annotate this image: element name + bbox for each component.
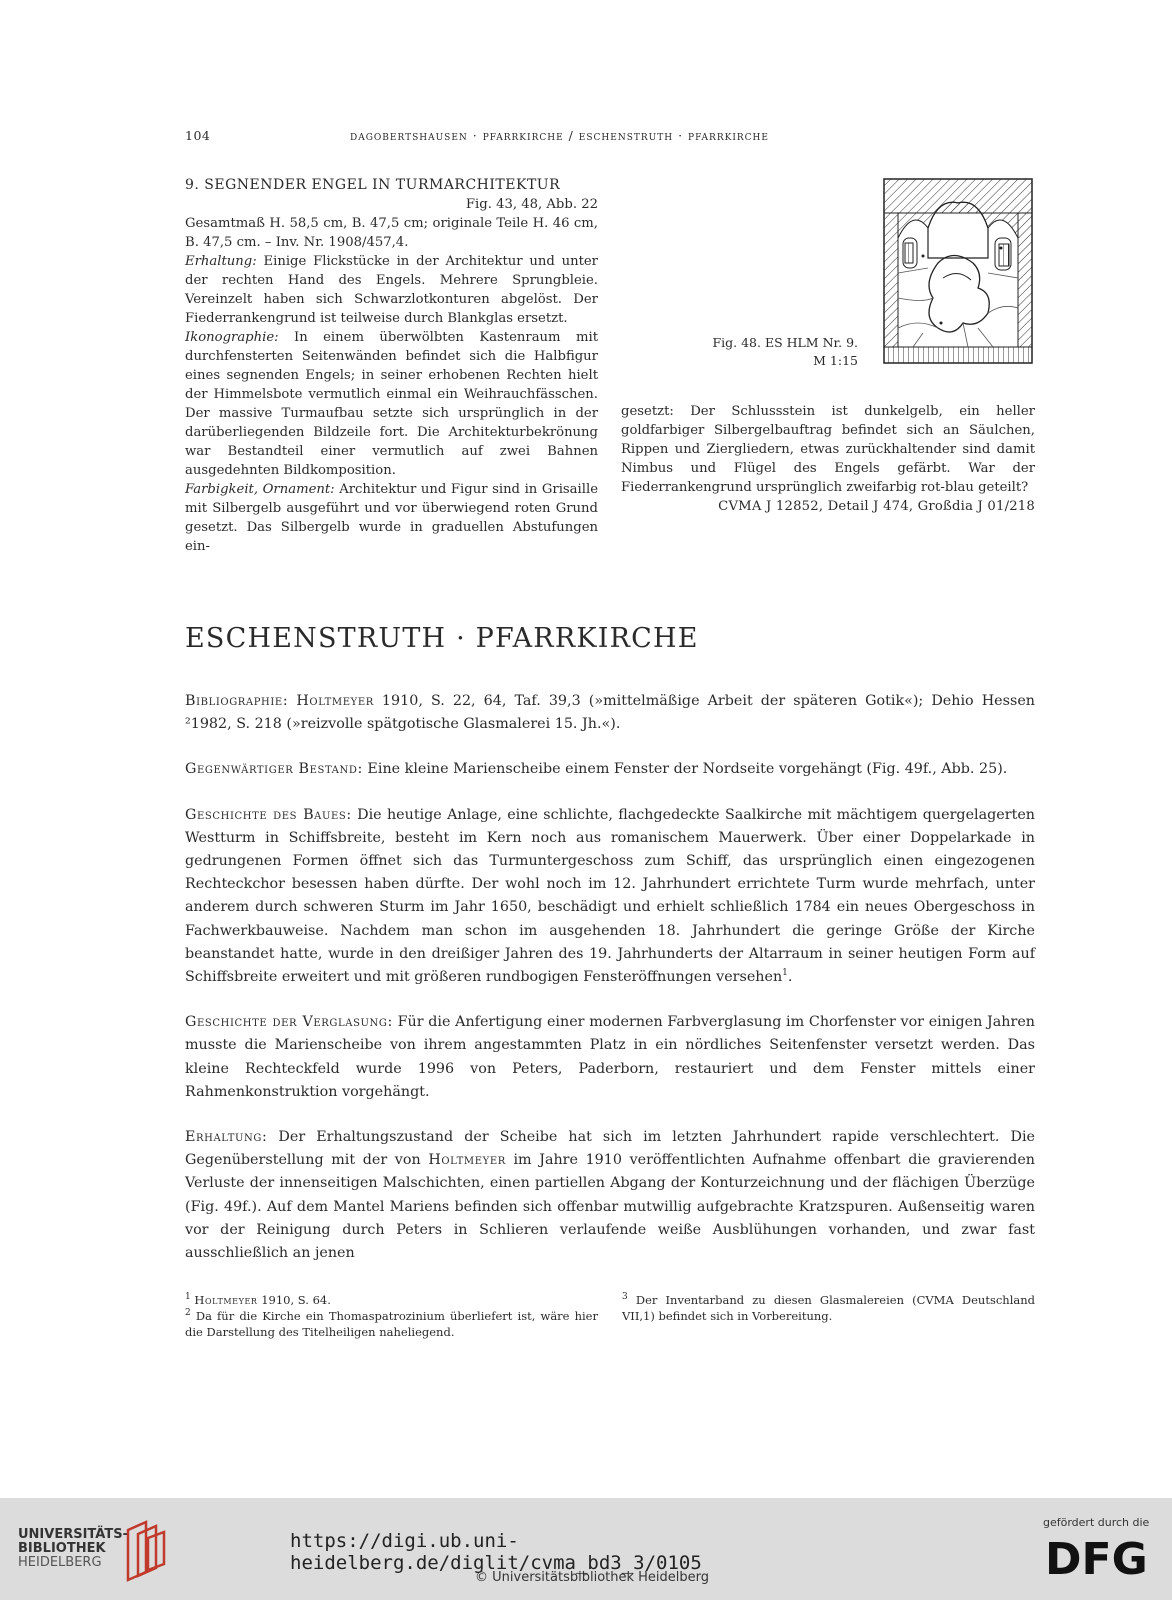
university-library-logo-icon[interactable] (118, 1520, 168, 1582)
ikonographie-label: Ikonographie: (185, 330, 279, 345)
footnotes-right (622, 1292, 1035, 1324)
running-title: dagobertshausen · pfarrkirche / eschenstruth · pfarrkirche (350, 128, 769, 143)
entry-dimensions: Gesamtmaß H. 58,5 cm, B. 47,5 cm; originale Teile H. 46 cm, B. 47,5 cm. – Inv. Nr. 1908/457,4. (185, 216, 598, 250)
entry-farbigkeit: Farbigkeit, Ornament: Architektur und Figur sind in Grisaille mit Silbergelb ausgeführt und vor überwiegend roten Grund gesetzt. Das Silbergelb wurde in graduellen Abstufungen ein- (185, 482, 599, 554)
entry-ikonographie: Ikonographie: In einem überwölbten Kastenraum mit durchfensterten Seitenwänden befindet sich die Halbfigur eines segnenden Engels; in seiner erhobenen Rechten hielt der Himmelsbote vermutlich einmal ein Weihrauchfässchen. Der massive Turmaufbau setzte sich ursprünglich in der darüberliegenden Bildzeile fort. Die Architekturbekrönung war Bestandteil einer vermutlich auf zwei Bahnen ausgedehnten Bildkomposition. (185, 330, 598, 478)
footnotes-left (185, 1292, 598, 1340)
dfg-logo-icon[interactable] (1043, 1534, 1153, 1580)
figure-caption (690, 334, 858, 370)
figure-caption-line1: Fig. 48. ES HLM Nr. 9. (712, 335, 858, 350)
footnote-marker[interactable]: 1 (782, 968, 788, 979)
paragraph-bibliographie: Bibliographie: Holtmeyer 1910, S. 22, 64, Taf. 39,3 (»mittelmäßige Arbeit der späteren Gotik«); Dehio Hessen ²1982, S. 218 (»reizvolle spätgotische Glasmalerei 15. Jh.«). (185, 693, 1035, 733)
verglasung-label: Geschichte der Verglasung: (185, 1014, 393, 1031)
figure-caption-scale: M 1:15 (813, 353, 858, 368)
baues-label: Geschichte des Baues: (185, 806, 352, 823)
permalink-url[interactable]: https://digi.ub.uni-heidelberg.de/diglit/cvma_bd3_3/0105 (290, 1530, 702, 1574)
footnote-2: $^2$ Da für die Kirche ein Thomaspatrozinium überliefert ist, wäre hier die Darstellung des Titelheiligen naheliegend. (185, 1308, 598, 1339)
footnote-1: $^1$ Holtmeyer 1910, S. 64. (185, 1292, 331, 1307)
erhaltung-section-label: Erhaltung: (185, 1129, 268, 1146)
entry-erhaltung: Erhaltung: Einige Flickstücke in der Architektur und unter der rechten Hand des Engels. Mehrere Sprungbleie. Vereinzelt haben sich Schwarzlotkonturen abgelöst. Der Fiederrankengrund ist teilweise durch Blankglas ersetzt. (185, 254, 598, 326)
erhaltung-label: Erhaltung: (185, 254, 257, 269)
body-text (185, 690, 1035, 1287)
dfg-logo-text: DFG (1045, 1534, 1148, 1580)
page-number: 104 (185, 128, 211, 143)
catalog-entry (185, 176, 598, 556)
bibliographie-label: Bibliographie: (185, 693, 289, 709)
section-title: ESCHENSTRUTH · PFARRKIRCHE (185, 623, 699, 655)
footnote-3: $^3$ Der Inventarband zu diesen Glasmalereien (CVMA Deutschland VII,1) befindet sich in Vorbereitung. (622, 1292, 1035, 1323)
photo-credit: CVMA J 12852, Detail J 474, Großdia J 01/218 (718, 499, 1035, 514)
author-name: Holtmeyer (296, 693, 374, 709)
catalog-entry-continued (621, 402, 1035, 516)
paragraph-verglasung: Geschichte der Verglasung: Für die Anfertigung einer modernen Farbverglasung im Chorfenster vor einigen Jahren musste die Marienscheibe von ihrem angestammten Platz in ein nördliches Seitenfenster versetzt werden. Das kleine Rechteckfeld wurde 1996 von Peters, Paderborn, restauriert und dem Fenster mittels einer Rahmenkonstruktion vorgehängt. (185, 1014, 1035, 1100)
farbigkeit-label: Farbigkeit, Ornament: (185, 482, 335, 497)
entry-title: 9. SEGNENDER ENGEL IN TURMARCHITEKTUR (185, 177, 561, 193)
paragraph-erhaltung: Erhaltung: Der Erhaltungszustand der Scheibe hat sich im letzten Jahrhundert rapide verschlechtert. Die Gegenüberstellung mit der von Holtmeyer im Jahre 1910 veröffentlichten Aufnahme offenbart die gravierenden Verluste der innenseitigen Malschichten, einen partiellen Abgang der Konturzeichnung und der flächigen Überzüge (Fig. 49f.). Auf dem Mantel Mariens befinden sich offenbar mutwillig aufgebrachte Kratzspuren. Außenseitig waren vor der Reinigung durch Peters in Schlieren verlaufende weiße Ausblühungen vorhanden, und zwar fast ausschließlich an jenen (185, 1129, 1035, 1262)
stained-glass-lead-diagram-icon (883, 178, 1033, 364)
library-name[interactable]: UNIVERSITÄTS- BIBLIOTHEK HEIDELBERG (18, 1527, 128, 1570)
bestand-label: Gegenwärtiger Bestand: (185, 761, 363, 778)
entry-continued-text: gesetzt: Der Schlussstein ist dunkelgelb, ein heller goldfarbiger Silbergelbauftrag befindet sich an Säulchen, Rippen und Ziergliedern, etwas zurückhaltender sind damit Nimbus und Flügel des Engels gefärbt. War der Fiederrankengrund ursprünglich zweifarbig rot-blau geteilt? (621, 404, 1035, 495)
author-name: Holtmeyer (428, 1152, 506, 1169)
paragraph-bestand: Gegenwärtiger Bestand: Eine kleine Marienscheibe einem Fenster der Nordseite vorgehängt (Fig. 49f., Abb. 25). (185, 761, 1008, 778)
paragraph-baues: Geschichte des Baues: Die heutige Anlage, eine schlichte, flachgedeckte Saalkirche mit mächtigem quergelagerten Westturm in Schiffsbreite, besteht im Kern noch aus romanischem Mauerwerk. Über einer Doppelarkade in gedrungenen Formen öffnet sich das Turmuntergeschoss zum Schiff, das ursprünglich einen eingezogenen Rechteckchor besessen haben dürfte. Der wohl noch im 12. Jahrhundert errichtete Turm wurde mehrfach, unter anderem durch schweren Sturm im Jahr 1650, beschädigt und erhielt schließlich 1784 ein neues Obergeschoss in Fachwerkbauweise. Nachdem man schon im ausgehenden 18. Jahrhundert die geringe Größe der Kirche beanstandet hatte, wurde in den dreißiger Jahren des 19. Jahrhunderts der Altarraum in seiner heutigen Form auf Schiffsbreite erweitert und mit größeren rundbogigen Fensteröffnungen versehen$^1$. (185, 806, 1035, 986)
entry-figure-reference: Fig. 43, 48, Abb. 22 (465, 197, 598, 212)
viewer-footer (0, 1498, 1172, 1600)
lead-diagram-figure (883, 178, 1033, 364)
funding-label: gefördert durch die (1043, 1516, 1150, 1529)
copyright-notice: © Universitätsbibliothek Heidelberg (475, 1570, 710, 1585)
